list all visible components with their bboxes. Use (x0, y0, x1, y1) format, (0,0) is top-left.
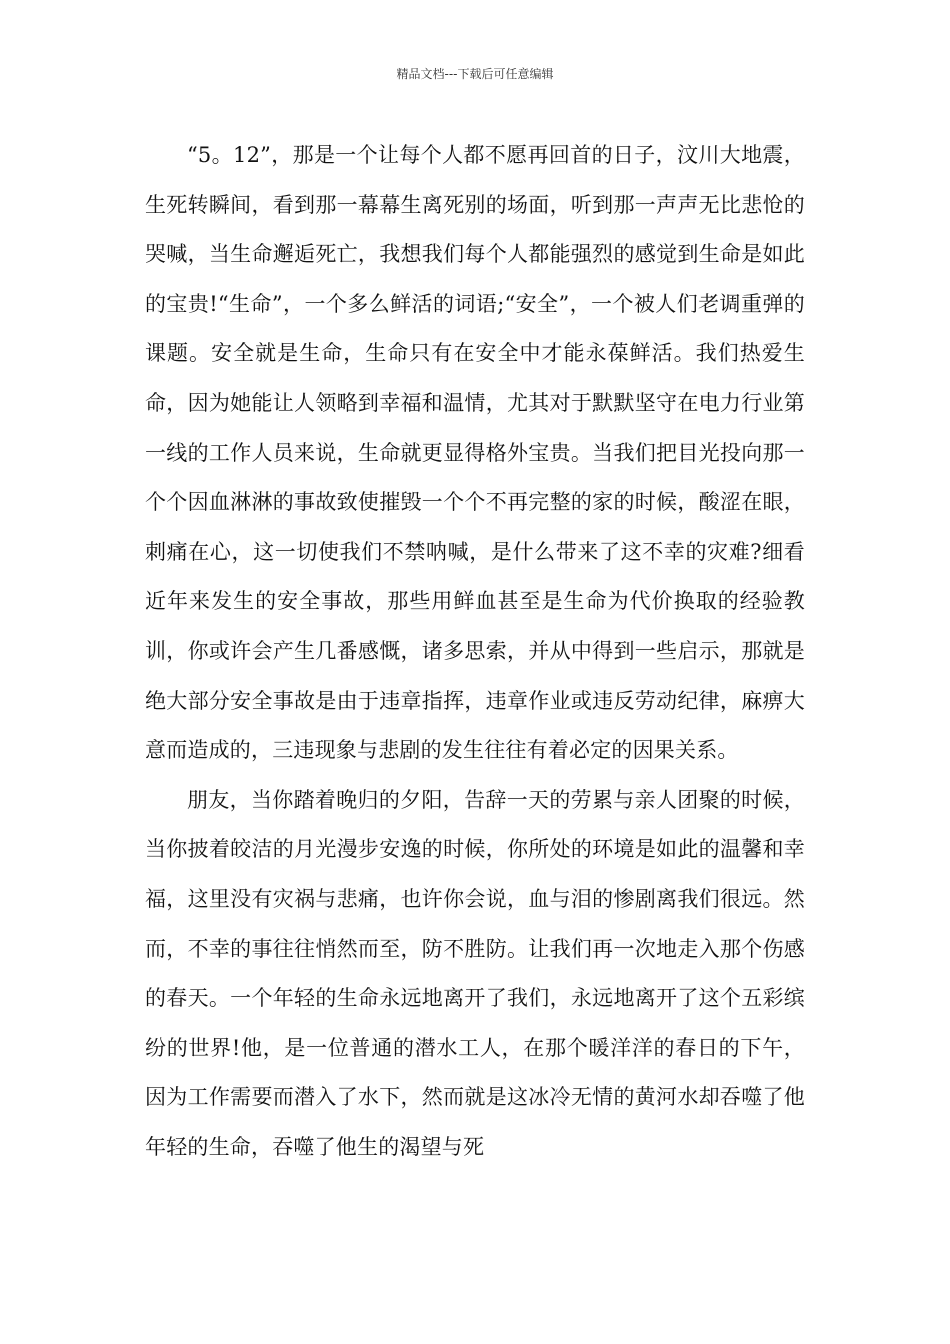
paragraph-2: 朋友，当你踏着晚归的夕阳，告辞一天的劳累与亲人团聚的时候，当你披着皎洁的月光漫步安逸的时候，你所处的环境是如此的温馨和幸福，这里没有灾祸与悲痛，也许你会说，血与泪的惨剧离我们很远。然而，不幸的事往往悄然而至，防不胜防。让我们再一次地走入那个伤感的春天。一个年轻的生命永远地离开了我们，永远地离开了这个五彩缤纷的世界!他，是一位普通的潜水工人，在那个暖洋洋的春日的下午，因为工作需要而潜入了水下，然而就是这冰冷无情的黄河水却吞噬了他年轻的生命，吞噬了他生的渴望与死 (145, 787, 805, 1159)
page-header: 精品文档---下载后可任意编辑 (396, 67, 554, 81)
paragraph-1: “5。12”，那是一个让每个人都不愿再回首的日子，汶川大地震，生死转瞬间，看到那一幕幕生离死别的场面，听到那一声声无比悲怆的哭喊，当生命邂逅死亡，我想我们每个人都能强烈的感觉到生命是如此的宝贵!“生命”，一个多么鲜活的词语;“安全”，一个被人们老调重弹的课题。安全就是生命，生命只有在安全中才能永葆鲜活。我们热爱生命，因为她能让人领略到幸福和温情，尤其对于默默坚守在电力行业第一线的工作人员来说，生命就更显得格外宝贵。当我们把目光投向那一个个因血淋淋的事故致使摧毁一个个不再完整的家的时候，酸涩在眼，刺痛在心，这一切使我们不禁呐喊，是什么带来了这不幸的灾难?细看近年来发生的安全事故，那些用鲜血甚至是生命为代价换取的经验教训，你或许会产生几番感慨，诸多思索，并从中得到一些启示，那就是绝大部分安全事故是由于违章指挥，违章作业或违反劳动纪律，麻痹大意而造成的，三违现象与悲剧的发生往往有着必定的因果关系。 (145, 143, 805, 763)
document-body (145, 131, 805, 1172)
